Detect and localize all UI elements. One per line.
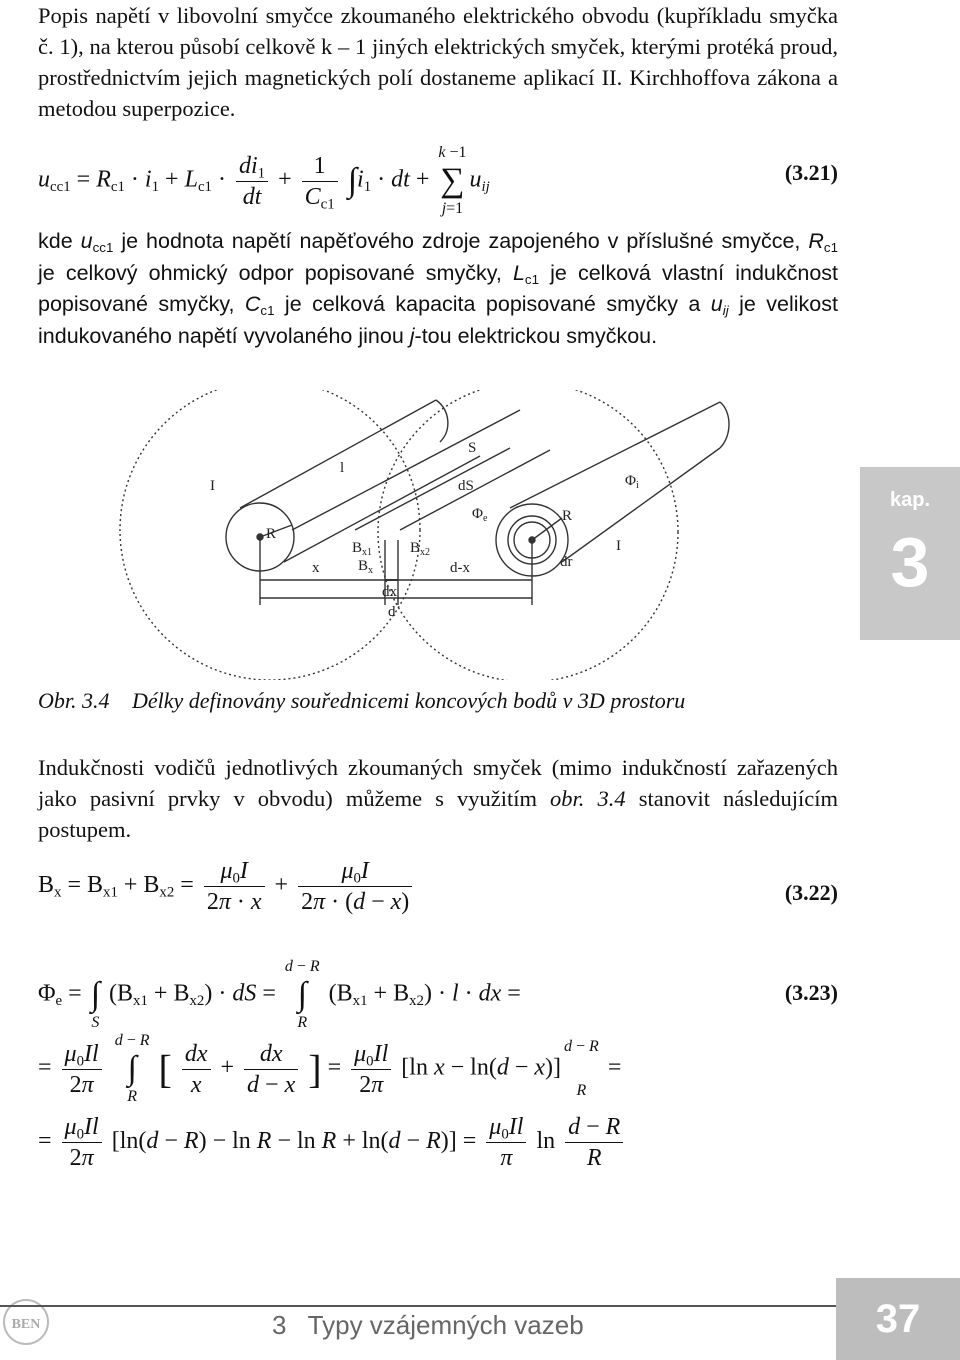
chapter-tab-number: 3 — [890, 523, 930, 601]
label-d: d — [388, 604, 396, 620]
figure-caption — [38, 688, 686, 714]
label-Bx: $B_x$ — [358, 558, 374, 576]
label-dS: dS — [458, 478, 474, 494]
equation-3-23-number: (3.23) — [784, 980, 838, 1005]
definition-paragraph: kde $u_{cc1}$ je hodnota napětí napěťového zdroje zapojeného v příslušné smyčce, $R_{c1}$ je celkový ohmický odpor popisované smyčky, $L_{c1}$ je celková vlastní indukčnost popisované smyčky, $C_{c1}$ je celková kapacita popisované smyčky a $u_{ij}$ je velikost indukovaného napětí vyvolaného jinou j-tou elektrickou smyčkou. — [38, 229, 839, 348]
svg-text:BEN: BEN — [11, 1317, 41, 1332]
label-Bx1: $B_{x1}$ — [352, 540, 373, 558]
label-Bx2: $B_{x2}$ — [410, 540, 431, 558]
equation-3-22: $B_x = B_{x1} + B_{x2}$ = $\frac{\mu_0I}{2\pi \cdot x}$ + $\frac{\mu_0I}{2\pi \cdot (d - x)}$ — [38, 856, 838, 917]
label-S: S — [468, 440, 477, 456]
footer-chapter-title: 3 Typy vzájemných vazeb — [272, 1310, 584, 1340]
label-d-minus-x: d-x — [450, 560, 470, 576]
right-field-circle — [378, 390, 678, 680]
equation-3-22-number: (3.22) — [784, 880, 838, 905]
equation-3-23-line-1: $\Phi_e$ = ∫ S $(B_{x1} + B_{x2})$ · dS = d − R ∫ R $(B_{x1} + B_{x2}) \cdot l$ · dx = — [38, 958, 521, 1031]
chapter-tab-label: kap. — [889, 489, 931, 511]
label-dx: dx — [382, 584, 397, 600]
equation-3-23-line-2: = $\frac{\mu_0Il}{2\pi}$ d − R ∫ R [ $\frac{dx}{x}$ + $\frac{dx}{d - x}$ ] = $\frac{\mu_0Il}{2\pi}$ [ln x − ln(d − x)] d − R R = — [38, 1032, 622, 1105]
label-I-left: I — [210, 478, 215, 494]
label-R-right: R — [562, 508, 573, 524]
caption-text: Délky definovány souřednicemi koncových bodů v 3D prostoru — [132, 688, 686, 713]
caption-label: Obr. 3.4 — [38, 688, 110, 713]
conductor-figure — [100, 390, 840, 680]
label-R-left: R — [266, 526, 277, 542]
label-x: x — [312, 560, 320, 576]
intro-paragraph: Popis napětí v libovolní smyčce zkoumaného elektrického obvodu (kupříkladu smyčka č. 1), na kterou působí celkově k – 1 jiných elektrických smyček, kterými protéká proud, prostřednictvím jejich magnetických polí dostaneme aplikací II. Kirchhoffova zákona a metodou superpozice. — [38, 3, 838, 121]
footer-rule — [0, 1305, 840, 1307]
chapter-tab — [860, 467, 960, 640]
label-phi-i: $\Phi_i$ — [625, 473, 639, 491]
inductance-paragraph: Indukčnosti vodičů jednotlivých zkoumaných smyček (mimo indukčností zařazených jako pasivní prvky v obvodu) můžeme s využitím obr. 3.4 stanovit následujícím postupem. — [38, 755, 838, 842]
page-number: 37 — [836, 1278, 960, 1360]
equation-3-23-line-3: = $\frac{\mu_0Il}{2\pi}$ [ln(d − R) − ln R − ln R + ln(d − R)] = $\frac{\mu_0Il}{\pi}$ ln $\frac{d - R}{R}$ — [38, 1112, 838, 1173]
equation-3-21-number: (3.21) — [784, 160, 838, 185]
label-l: l — [340, 460, 345, 476]
label-I-right: I — [616, 538, 621, 554]
label-dr: dr — [560, 554, 573, 570]
equation-3-21: $u_{cc1} = R_{c1} \cdot i_1 + L_{c1}$ · $\frac{di_1}{dt}$ + $\frac{1}{C_{c1}}$ $\int i_1$ · dt + k −1 ∑ j=1 $u_{ij}$ — [38, 144, 490, 217]
label-phi-e: $\Phi_e$ — [472, 506, 488, 524]
